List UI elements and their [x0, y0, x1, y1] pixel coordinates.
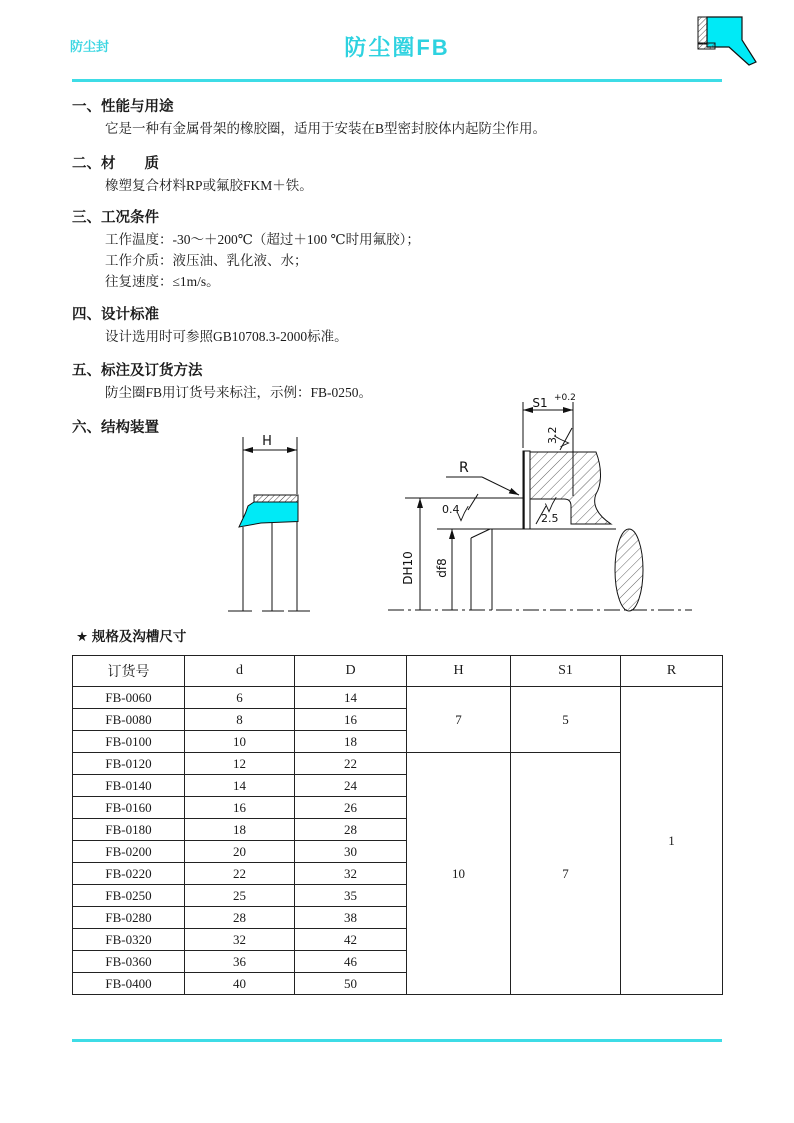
- order-code-cell: FB-0160: [73, 797, 185, 819]
- dimension-cell: 8: [185, 709, 295, 731]
- dimension-cell: 28: [185, 907, 295, 929]
- dimension-cell: 18: [295, 731, 407, 753]
- column-header-R: R: [621, 656, 723, 687]
- dimension-cell: 36: [185, 951, 295, 973]
- roughness-value-2-5: 2.5: [541, 512, 559, 525]
- seal-rubber-body: [239, 502, 298, 527]
- dimension-cell: 38: [295, 907, 407, 929]
- dim-label-s1-tolerance: +0.2: [554, 393, 576, 403]
- dim-label-dh10: DH10: [401, 551, 415, 585]
- roughness-value-0-4: 0.4: [442, 503, 460, 516]
- order-code-cell: FB-0360: [73, 951, 185, 973]
- spec-section-title: ★ 规格及沟槽尺寸: [76, 629, 187, 644]
- structure-diagram: [72, 393, 732, 620]
- dimension-cell: 28: [295, 819, 407, 841]
- dimension-cell: 30: [295, 841, 407, 863]
- dim-label-h: H: [262, 434, 272, 449]
- dim-label-s1: S1: [532, 396, 548, 410]
- dimension-cell: 10: [185, 731, 295, 753]
- dim-label-r: R: [459, 460, 469, 476]
- merged-dimension-cell-s1: 7: [511, 753, 621, 995]
- section-text: 往复速度：≤1m/s。: [105, 274, 220, 289]
- roughness-value-3-2: 3.2: [546, 426, 559, 444]
- header-category: 防尘封: [70, 39, 110, 54]
- section-text: 设计选用时可参照GB10708.3-2000标准。: [105, 329, 348, 344]
- dimension-cell: 24: [295, 775, 407, 797]
- section-text: 橡塑复合材料RP或氟胶FKM＋铁。: [105, 178, 313, 193]
- seal-profile-icon: [694, 12, 768, 70]
- merged-dimension-cell-h: 10: [407, 753, 511, 995]
- order-code-cell: FB-0250: [73, 885, 185, 907]
- page-title: 防尘圈FB: [344, 35, 450, 60]
- dimension-cell: 32: [295, 863, 407, 885]
- order-code-cell: FB-0220: [73, 863, 185, 885]
- merged-dimension-cell-s1: 5: [511, 687, 621, 753]
- dimension-cell: 16: [185, 797, 295, 819]
- order-code-cell: FB-0080: [73, 709, 185, 731]
- table-header-row: [73, 656, 723, 687]
- header-divider: [72, 79, 722, 82]
- dimension-cell: 35: [295, 885, 407, 907]
- seal-metal-case: [254, 495, 298, 502]
- dimension-cell: 18: [185, 819, 295, 841]
- column-header-order-code: 订货号: [73, 656, 185, 687]
- installation-section: [388, 402, 692, 611]
- dimension-cell: 20: [185, 841, 295, 863]
- merged-dimension-cell-r: 1: [621, 687, 723, 995]
- footer-divider: [72, 1039, 722, 1042]
- spec-table: [72, 655, 723, 995]
- section-text: 防尘圈FB用订货号来标注，示例：FB-0250。: [105, 385, 373, 400]
- column-header-D: D: [295, 656, 407, 687]
- section-text: 工作温度：-30～＋200℃（超过＋100 ℃时用氟胶）；: [105, 232, 420, 247]
- order-code-cell: FB-0140: [73, 775, 185, 797]
- dimension-cell: 42: [295, 929, 407, 951]
- dimension-cell: 26: [295, 797, 407, 819]
- order-code-cell: FB-0320: [73, 929, 185, 951]
- dimension-cell: 50: [295, 973, 407, 995]
- order-code-cell: FB-0400: [73, 973, 185, 995]
- section-heading-3: 三、工况条件: [72, 210, 159, 226]
- merged-dimension-cell-h: 7: [407, 687, 511, 753]
- table-row: [73, 687, 723, 709]
- dimension-cell: 22: [295, 753, 407, 775]
- dimension-cell: 40: [185, 973, 295, 995]
- dimension-cell: 22: [185, 863, 295, 885]
- dimension-cell: 25: [185, 885, 295, 907]
- column-header-H: H: [407, 656, 511, 687]
- spec-table-body: [73, 687, 723, 995]
- dimension-cell: 6: [185, 687, 295, 709]
- order-code-cell: FB-0100: [73, 731, 185, 753]
- column-header-d: d: [185, 656, 295, 687]
- dimension-cell: 12: [185, 753, 295, 775]
- order-code-cell: FB-0060: [73, 687, 185, 709]
- column-header-S1: S1: [511, 656, 621, 687]
- section-text: 工作介质：液压油、乳化液、水；: [105, 253, 308, 268]
- dim-label-df8: df8: [435, 558, 449, 578]
- section-heading-1: 一、性能与用途: [72, 99, 174, 115]
- section-text: 它是一种有金属骨架的橡胶圈，适用于安装在B型密封胶体内起防尘作用。: [105, 121, 547, 136]
- dimension-cell: 16: [295, 709, 407, 731]
- section-heading-4: 四、设计标准: [72, 307, 159, 323]
- dimension-cell: 46: [295, 951, 407, 973]
- section-heading-5: 五、标注及订货方法: [72, 363, 203, 379]
- order-code-cell: FB-0120: [73, 753, 185, 775]
- order-code-cell: FB-0280: [73, 907, 185, 929]
- section-heading-2: 二、材 质: [72, 156, 159, 172]
- order-code-cell: FB-0180: [73, 819, 185, 841]
- section-heading-6: 六、结构装置: [72, 420, 159, 436]
- dimension-cell: 14: [295, 687, 407, 709]
- dimension-cell: 32: [185, 929, 295, 951]
- dimension-cell: 14: [185, 775, 295, 797]
- order-code-cell: FB-0200: [73, 841, 185, 863]
